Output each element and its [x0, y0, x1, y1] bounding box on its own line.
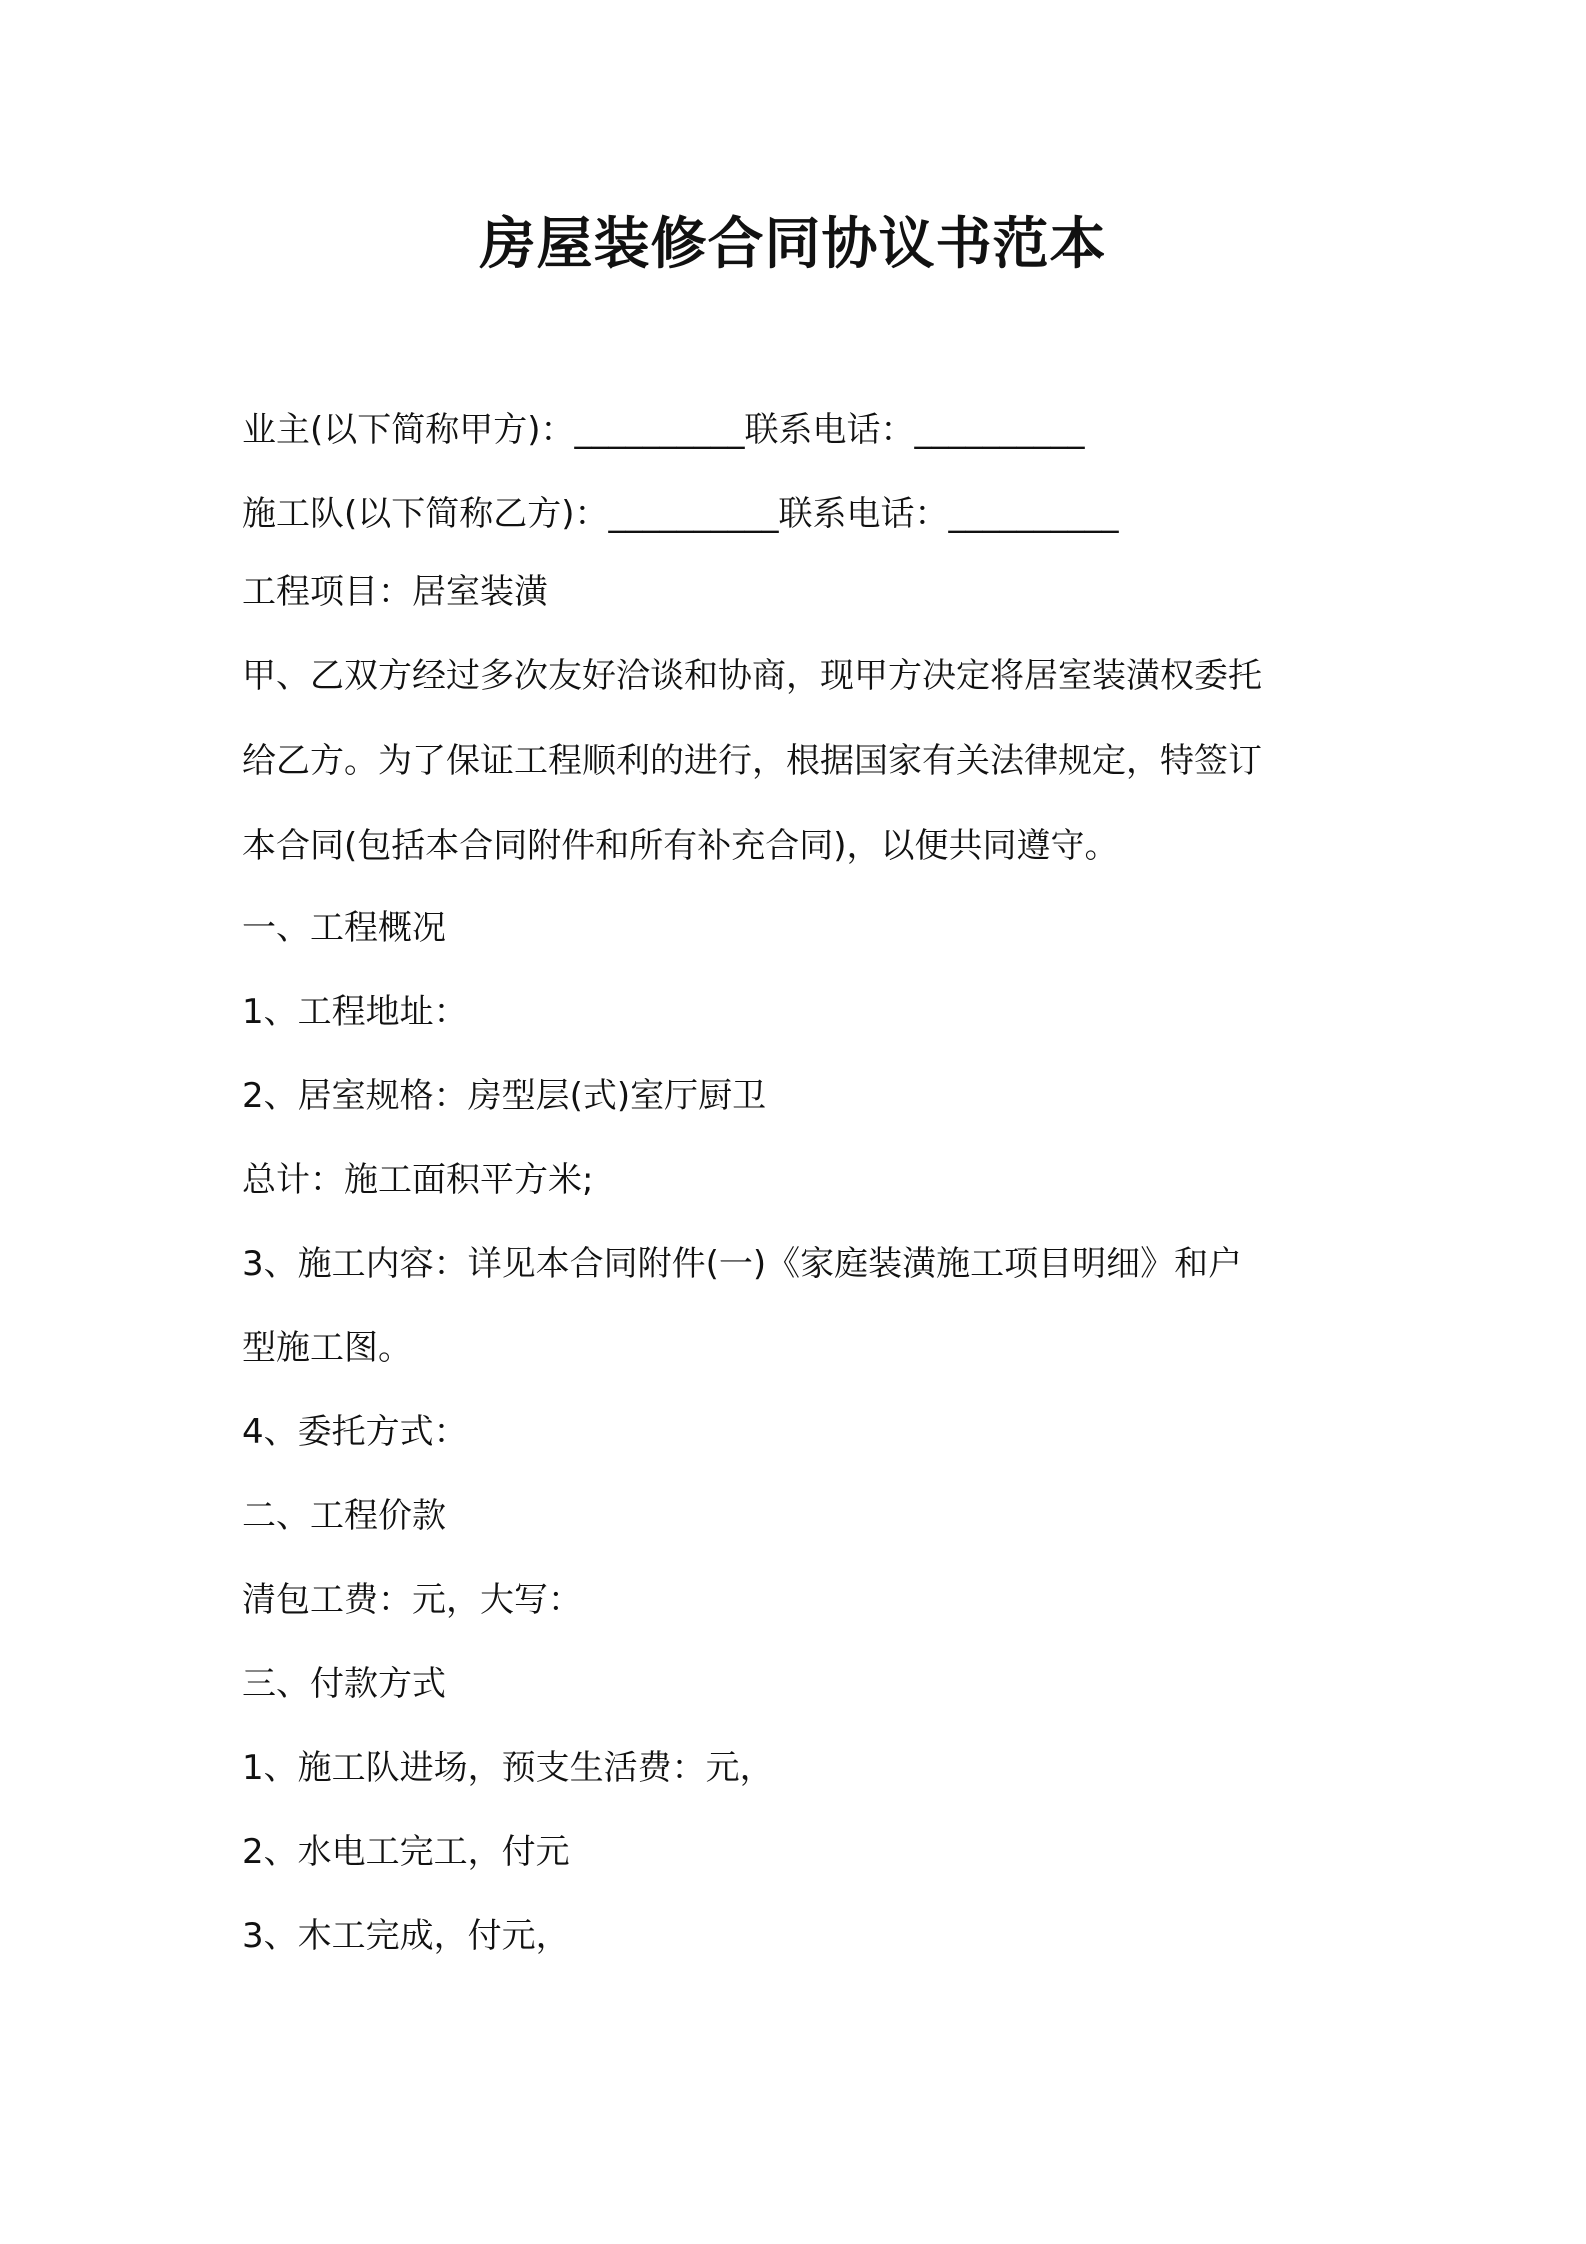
- project-address-line: 1、工程地址：: [242, 992, 468, 1032]
- construction-content-line-2: 型施工图。: [242, 1328, 412, 1368]
- contractor-line: 施工队(以下简称乙方)：__________联系电话：__________: [242, 494, 1119, 534]
- entrust-method-line: 4、委托方式：: [242, 1412, 468, 1452]
- project-line: 工程项目：居室装潢: [242, 572, 548, 612]
- section-1-heading: 一、工程概况: [242, 908, 446, 948]
- payment-item-2: 2、水电工完工，付元: [242, 1832, 570, 1872]
- owner-line: 业主(以下简称甲方)：__________联系电话：__________: [242, 410, 1085, 450]
- construction-content-line-1: 3、施工内容：详见本合同附件(一)《家庭装潢施工项目明细》和户: [242, 1244, 1243, 1284]
- preamble-line-2: 给乙方。为了保证工程顺利的进行，根据国家有关法律规定，特签订: [242, 741, 1262, 781]
- room-spec-line: 2、居室规格：房型层(式)室厅厨卫: [242, 1076, 767, 1116]
- section-3-heading: 三、付款方式: [242, 1664, 446, 1704]
- payment-item-3: 3、木工完成，付元，: [242, 1916, 570, 1956]
- total-area-line: 总计：施工面积平方米;: [242, 1160, 594, 1200]
- payment-item-1: 1、施工队进场，预支生活费：元，: [242, 1748, 774, 1788]
- preamble-line-3: 本合同(包括本合同附件和所有补充合同)，以便共同遵守。: [242, 826, 1119, 866]
- labor-fee-line: 清包工费：元，大写：: [242, 1580, 582, 1620]
- preamble-line-1: 甲、乙双方经过多次友好洽谈和协商，现甲方决定将居室装潢权委托: [242, 656, 1262, 696]
- document-title: 房屋装修合同协议书范本: [479, 212, 1107, 277]
- section-2-heading: 二、工程价款: [242, 1496, 446, 1536]
